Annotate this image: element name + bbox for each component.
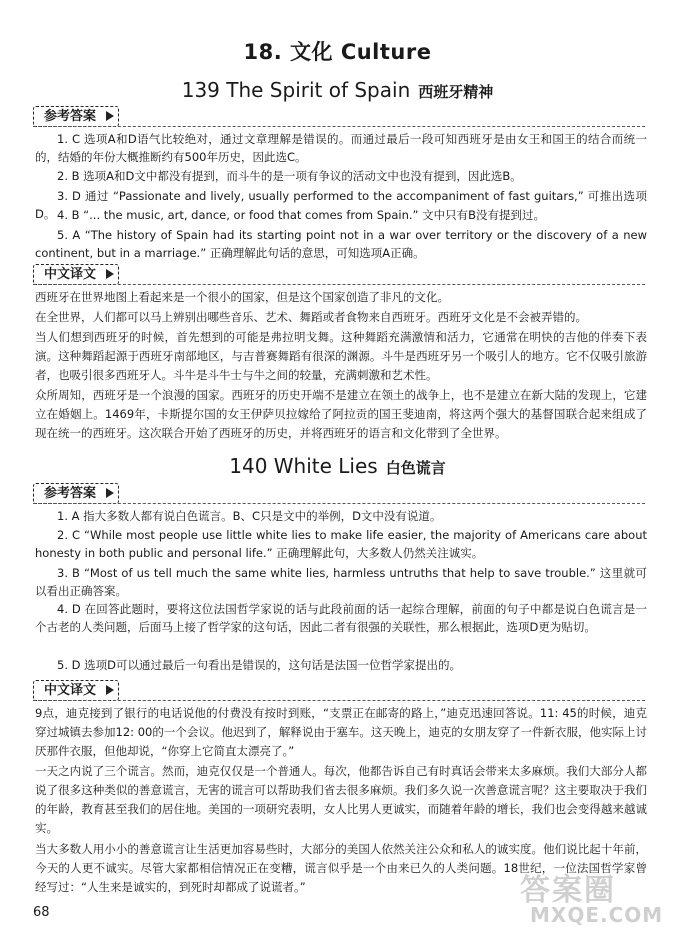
translation-paragraph: 当大多数人用小小的善意谎言让生活更加容易些时，大部分的美国人依然关注公众和私人的诚实度。他们说比起十年前，今天的人更不诚实。尽管大家都相信情况正在变糟，谎言似乎是一个由来已久的人类问题。18世纪，一位法国哲学家曾经写过：“人生来是诚实的，到死时却都成了说谎者。” xyxy=(35,842,647,894)
answer-2: 2. C “While most people use little white lies to make life easier, the majority of Americans care about honesty in both public and personal life.” 正确理解此句，大多数人仍然关注诚实。 xyxy=(35,528,647,560)
translation-paragraph: 一天之内说了三个谎言。然而，迪克仅仅是一个普通人。每次，他都告诉自己有时真话会带来太多麻烦。我们大部分人都说了很多这种类似的善意谎言，无害的谎言可以帮助我们省去很多麻烦。我们多久说一次善意谎言呢？这主要取决于我们的年龄，教育甚至我们的居住地。美国的一项研究表明，女人比男人更诚实，而随着年龄的增长，我们也会变得越来越诚实。 xyxy=(35,764,647,835)
section-title-cn: 白色谎言 xyxy=(385,459,446,477)
answer-5: 5. A “The history of Spain had its starting point not in a war over territory or the discovery of a new continent, but in a marriage.” 正确理解此句话的意思，可知选项A正确。 xyxy=(35,228,647,260)
section-title-spirit-of-spain xyxy=(0,78,675,102)
chapter-title: 18. 文化 Culture xyxy=(243,40,432,64)
answers-label: 参考答案 xyxy=(44,109,97,124)
translation-label: 中文译文 xyxy=(44,267,97,282)
answers-badge xyxy=(33,106,119,127)
divider xyxy=(33,126,645,127)
answer-2: 2. B 选项A和D文中都没有提到，而斗牛的是一项有争议的活动文中也没有提到，因此选B。 xyxy=(57,169,522,183)
answer-1: 1. A 指大多数人都有说白色谎言。B、C只是文中的举例，D文中没有说道。 xyxy=(57,509,442,523)
translation-badge xyxy=(33,264,119,285)
watermark-logo: 答案圈 MXQE.COM xyxy=(520,873,664,927)
arrow-icon xyxy=(106,488,114,498)
answers-label: 参考答案 xyxy=(44,486,97,501)
answer-3: 3. D 通过 “Passionate and lively, usually performed to the accompaniment of fast guitars,” 可推出选项D。 xyxy=(35,189,647,221)
page-number: 68 xyxy=(33,905,50,920)
translation-paragraph: 众所周知，西班牙是一个浪漫的国家。西班牙的历史开端不是建立在领土的战争上，也不是建立在新大陆的发现上，它建立在婚姻上。1469年，卡斯提尔国的女王伊萨贝拉嫁给了阿拉贡的国王斐迪南，将这两个强大的基督国联合起来组成了现在统一的西班牙。这次联合开始了西班牙的历史，并将西班牙的语言和文化带到了全世界。 xyxy=(35,388,647,440)
divider xyxy=(33,700,645,701)
answers-badge xyxy=(33,483,119,504)
section-title-white-lies xyxy=(0,454,675,478)
translation-paragraph: 在全世界，人们都可以马上辨别出哪些音乐、艺术、舞蹈或者食物来自西班牙。西班牙文化是不会被弄错的。 xyxy=(35,310,587,324)
answer-3: 3. B “Most of us tell much the same white lies, harmless untruths that help to save trouble.” 这里就可以看出正确答案。 xyxy=(35,566,647,598)
divider xyxy=(33,284,645,285)
translation-label: 中文译文 xyxy=(44,683,97,698)
section-title-en: 139 The Spirit of Spain xyxy=(181,78,411,102)
translation-badge xyxy=(33,680,119,701)
section-title-cn: 西班牙精神 xyxy=(418,83,494,101)
answer-1: 1. C 选项A和D语气比较绝对，通过文章理解是错误的。而通过最后一段可知西班牙是由女王和国王的结合而统一的，结婚的年份大概推断约有500年历史，因此选C。 xyxy=(35,132,647,164)
section-title-en: 140 White Lies xyxy=(229,454,378,478)
translation-paragraph: 9点，迪克接到了银行的电话说他的付费没有按时到账，“支票正在邮寄的路上，”迪克迅速回答说。11: 45的时候，迪克穿过城镇去参加12: 00的一个会议。他迟到了，解释说由于塞车。这天晚上，迪克的女朋友穿了一件新衣服，他实际上讨厌那件衣服，但他却说，“你穿上它简直太漂亮了。” xyxy=(35,706,647,758)
translation-paragraph: 当人们想到西班牙的时候，首先想到的可能是弗拉明戈舞。这种舞蹈充满激情和活力，它通常在明快的吉他的伴奏下表演。这种舞蹈起源于西班牙南部地区，与吉普赛舞蹈有很深的渊源。斗牛是西班牙另一个吸引人的地方。它不仅吸引旅游者，也吸引很多西班牙人。斗牛是斗牛士与牛之间的较量，充满刺激和艺术性。 xyxy=(35,330,647,382)
arrow-icon xyxy=(106,685,114,695)
answer-4: 4. B “... the music, art, dance, or food that comes from Spain.” 文中只有B没有提到过。 xyxy=(57,208,546,222)
arrow-icon xyxy=(106,269,114,279)
arrow-icon xyxy=(106,111,114,121)
answer-4: 4. D 在回答此题时，要将这位法国哲学家说的话与此段前面的话一起综合理解，前面的句子中都是说白色谎言是一个古老的人类问题，后面马上接了哲学家的这句话，因此二者有很强的关联性，那么根据此，选项D更为贴切。 xyxy=(35,602,647,634)
translation-paragraph: 西班牙在世界地图上看起来是一个很小的国家，但是这个国家创造了非凡的文化。 xyxy=(35,290,449,304)
divider xyxy=(33,503,645,504)
answer-5: 5. D 选项D可以通过最后一句看出是错误的，这句话是法国一位哲学家提出的。 xyxy=(57,658,461,672)
